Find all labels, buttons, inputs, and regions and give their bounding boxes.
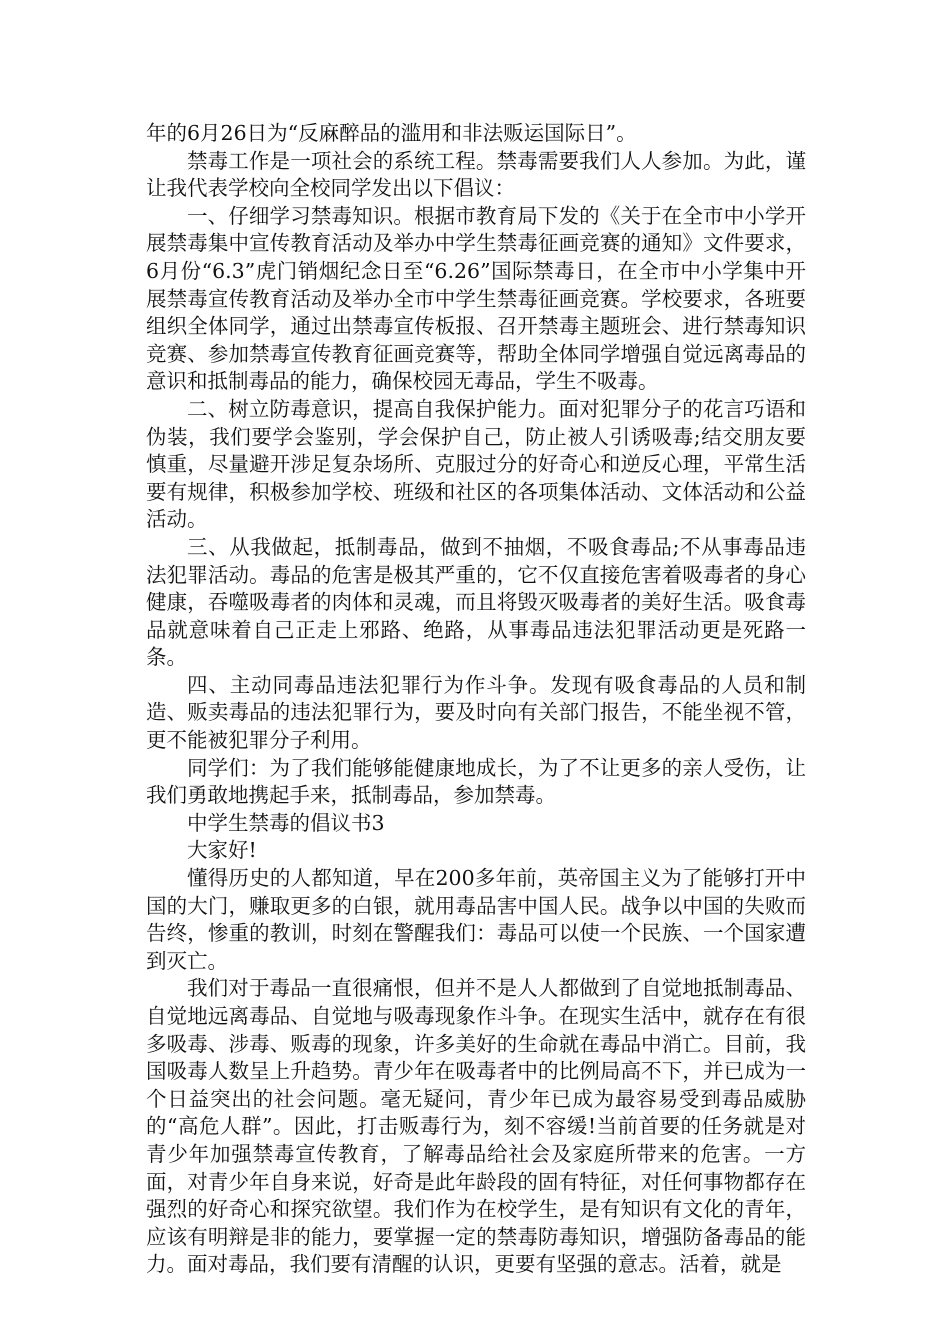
paragraph-intro-proposal: 禁毒工作是一项社会的系统工程。禁毒需要我们人人参加。为此，谨让我代表学校向全校同学发出以下倡议： [146,148,806,201]
paragraph-history: 懂得历史的人都知道，早在200多年前，英帝国主义为了能够打开中国的大门，赚取更多的白银，就用毒品害中国人民。战争以中国的失败而告终，惨重的教训，时刻在警醒我们：毒品可以使一个民族、一个国家遭到灭亡。 [146,866,806,973]
paragraph-point-four: 四、主动同毒品违法犯罪行为作斗争。发现有吸食毒品的人员和制造、贩卖毒品的违法犯罪行为，要及时向有关部门报告，不能坐视不管，更不能被犯罪分子利用。 [146,672,806,753]
paragraph-point-one: 一、仔细学习禁毒知识。根据市教育局下发的《关于在全市中小学开展禁毒集中宣传教育活动及举办中学生禁毒征画竞赛的通知》文件要求，6月份“6.3”虎门销烟纪念日至“6.26”国际禁毒日，在全市中小学集中开展禁毒宣传教育活动及举办全市中学生禁毒征画竞赛。学校要求，各班要组织全体同学，通过出禁毒宣传板报、召开禁毒主题班会、进行禁毒知识竞赛、参加禁毒宣传教育征画竞赛等，帮助全体同学增强自觉远离毒品的意识和抵制毒品的能力，确保校园无毒品，学生不吸毒。 [146,203,806,394]
section-heading: 中学生禁毒的倡议书3 [187,810,385,835]
paragraph-current-situation: 我们对于毒品一直很痛恨，但并不是人人都做到了自觉地抵制毒品、自觉地远离毒品、自觉地与吸毒现象作斗争。在现实生活中，就存在有很多吸毒、涉毒、贩毒的现象，许多美好的生命就在毒品中消亡。目前，我国吸毒人数呈上升趋势。青少年在吸毒者中的比例局高不下，并已成为一个日益突出的社会问题。毫无疑问，青少年已成为最容易受到毒品威胁的“高危人群”。因此，打击贩毒行为，刻不容缓!当前首要的任务就是对青少年加强禁毒宣传教育，了解毒品给社会及家庭所带来的危害。一方面，对青少年自身来说，好奇是此年龄段的固有特征，对任何事物都存在强烈的好奇心和探究欲望。我们作为在校学生，是有知识有文化的青年，应该有明辩是非的能力，要掌握一定的禁毒防毒知识，增强防备毒品的能力。面对毒品，我们要有清醒的认识，更要有坚强的意志。活着，就是 [146,976,806,1277]
paragraph-point-two: 二、树立防毒意识，提高自我保护能力。面对犯罪分子的花言巧语和伪装，我们要学会鉴别，学会保护自己，防止被人引诱吸毒;结交朋友要慎重，尽量避开涉足复杂场所、克服过分的好奇心和逆反心理，平常生活要有规律，积极参加学校、班级和社区的各项集体活动、文体活动和公益活动。 [146,396,806,532]
paragraph-greeting: 大家好! [187,838,257,863]
paragraph-continuation: 年的6月26日为“反麻醉品的滥用和非法贩运国际日”。 [146,121,637,145]
paragraph-point-three: 三、从我做起，抵制毒品，做到不抽烟，不吸食毒品;不从事毒品违法犯罪活动。毒品的危害是极其严重的，它不仅直接危害着吸毒者的身心健康，吞噬吸毒者的肉体和灵魂，而且将毁灭吸毒者的美好生活。吸食毒品就意味着自己正走上邪路、绝路，从事毒品违法犯罪活动更是死路一条。 [146,534,806,670]
paragraph-closing: 同学们：为了我们能够能健康地成长，为了不让更多的亲人受伤，让我们勇敢地携起手来，抵制毒品，参加禁毒。 [146,755,806,808]
document-body [146,120,806,1279]
